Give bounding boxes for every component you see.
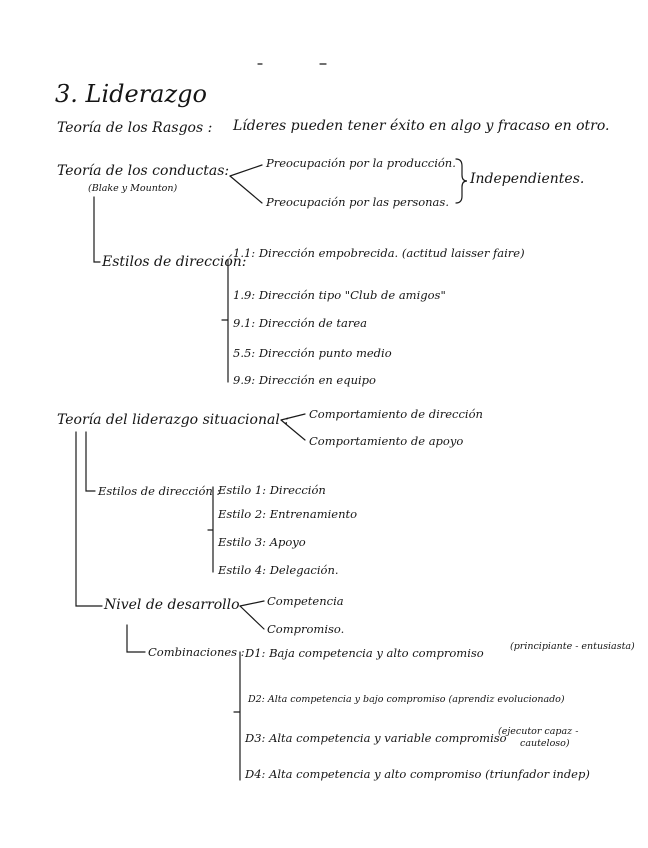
conductas-item-2: Preocupación por las personas. <box>266 195 449 209</box>
situacional-item-1: Comportamiento de dirección <box>309 407 483 421</box>
situacional-estilo-2: Estilo 2: Entrenamiento <box>218 507 358 521</box>
combinacion-d3-note-b: cauteloso) <box>520 738 570 749</box>
situacional-item-2: Comportamiento de apoyo <box>309 434 464 448</box>
conductas-estilo-1: 1.1: Dirección empobrecida. (actitud laisser faire) <box>233 246 525 260</box>
combinacion-d3-note-a: (ejecutor capaz - <box>498 726 579 737</box>
conductas-estilo-2: 1.9: Dirección tipo "Club de amigos" <box>233 288 446 302</box>
situacional-estilos-label: Estilos de dirección : <box>98 484 221 498</box>
conductas-item-1: Preocupación por la producción. <box>266 156 456 170</box>
combinacion-d4: D4: Alta competencia y alto compromiso (triunfador indep) <box>245 767 590 781</box>
situacional-estilo-1: Estilo 1: Dirección <box>218 483 326 497</box>
situacional-estilo-3: Estilo 3: Apoyo <box>218 535 306 549</box>
page-title: 3. Liderazgo <box>55 80 207 108</box>
combinaciones-label: Combinaciones : <box>148 645 245 659</box>
conductas-estilo-4: 5.5: Dirección punto medio <box>233 346 392 360</box>
conductas-label: Teoría de los conductas: <box>57 163 230 179</box>
combinacion-d1-note: (principiante - entusiasta) <box>510 641 635 652</box>
conductas-authors: (Blake y Mounton) <box>88 183 178 194</box>
combinacion-d1: D1: Baja competencia y alto compromiso <box>245 646 484 660</box>
combinacion-d3: D3: Alta competencia y variable compromiso <box>245 731 507 745</box>
conductas-group-label: Independientes. <box>470 171 585 187</box>
nivel-item-1: Competencia <box>267 594 344 608</box>
conductas-estilos-label: Estilos de dirección: <box>102 254 247 270</box>
conductas-estilo-5: 9.9: Dirección en equipo <box>233 373 376 387</box>
situacional-estilo-4: Estilo 4: Delegación. <box>218 563 339 577</box>
situacional-label: Teoría del liderazgo situacional : <box>57 412 289 428</box>
rasgos-text: Líderes pueden tener éxito en algo y fracaso en otro. <box>233 118 610 134</box>
nivel-label: Nivel de desarrollo <box>104 597 240 613</box>
combinacion-d2: D2: Alta competencia y bajo compromiso (aprendiz evolucionado) <box>248 694 565 705</box>
nivel-item-2: Compromiso. <box>267 622 345 636</box>
conductas-estilo-3: 9.1: Dirección de tarea <box>233 316 368 330</box>
rasgos-label: Teoría de los Rasgos : <box>57 120 213 136</box>
